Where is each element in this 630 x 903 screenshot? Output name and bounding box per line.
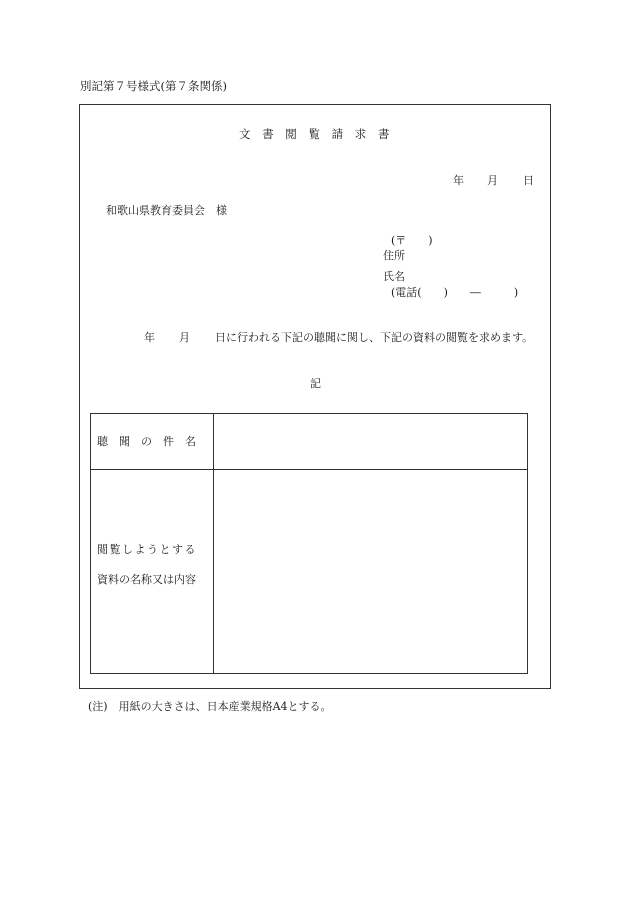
- hearing-subject-value: [215, 415, 527, 468]
- document-content-value: [215, 471, 527, 673]
- document-label-line1: 閲覧しようとする: [97, 543, 197, 556]
- footnote: (注) 用紙の大きさは、日本産業規格A4とする。: [88, 700, 332, 713]
- address-label: 住所: [383, 249, 405, 262]
- hearing-table: [90, 413, 528, 674]
- document-title: 文 書 閲 覧 請 求 書: [239, 127, 394, 141]
- document-label-line2: 資料の名称又は内容: [97, 573, 196, 586]
- date-year: 年: [453, 174, 464, 187]
- table-row-divider: [91, 469, 527, 470]
- name-label: 氏名: [383, 270, 405, 283]
- postal-code: (〒 ): [391, 234, 433, 247]
- table-column-divider: [213, 414, 214, 673]
- hearing-subject-label: 聴 聞 の 件 名: [97, 435, 196, 448]
- sentence-year: 年: [144, 331, 155, 344]
- sentence-rest: 日に行われる下記の聴聞に関し、下記の資料の閲覧を求めます。: [215, 331, 534, 344]
- form-label: 別記第７号様式(第７条関係): [80, 79, 227, 93]
- date-day: 日: [523, 174, 534, 187]
- sentence-month: 月: [179, 331, 190, 344]
- addressee: 和歌山県教育委員会 様: [106, 204, 227, 217]
- date-month: 月: [487, 174, 498, 187]
- ki-heading: 記: [310, 377, 321, 390]
- phone-line: (電話( ) ― ): [391, 286, 519, 299]
